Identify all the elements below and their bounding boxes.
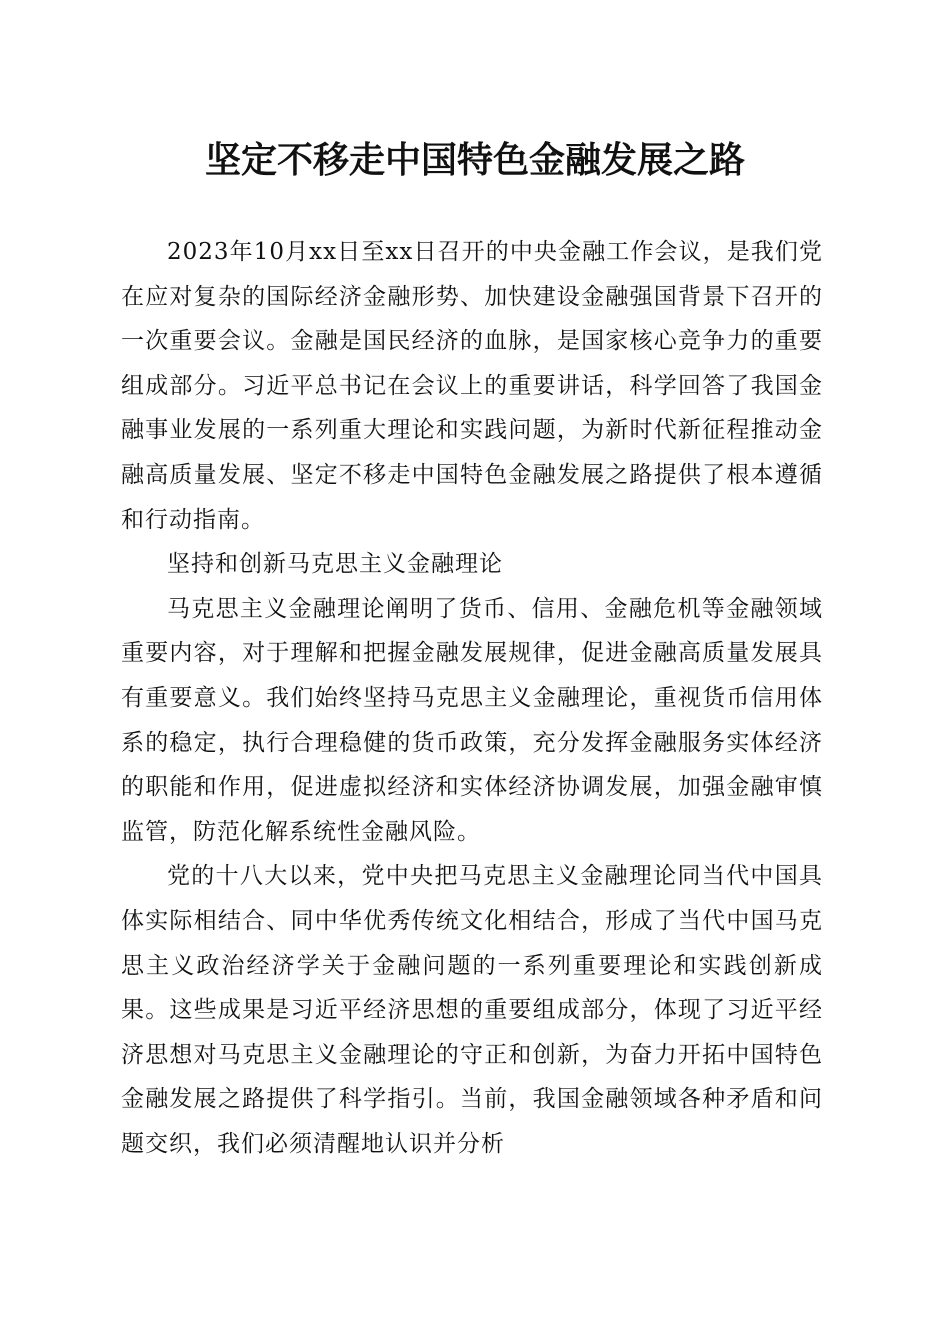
document-title: 坚定不移走中国特色金融发展之路: [204, 139, 745, 181]
document-body: [121, 230, 823, 1166]
paragraph-marxist-theory: 马克思主义金融理论阐明了货币、信用、金融危机等金融领域重要内容，对于理解和把握金融发展规律，促进金融高质量发展具有重要意义。我们始终坚持马克思主义金融理论，重视货币信用体系的稳定，执行合理稳健的货币政策，充分发挥金融服务实体经济的职能和作用，促进虚拟经济和实体经济协调发展，加强金融审慎监管，防范化解系统性金融风险。: [121, 595, 823, 845]
paragraph-intro: 2023年10月xx日至xx日召开的中央金融工作会议，是我们党在应对复杂的国际经济金融形势、加快建设金融强国背景下召开的一次重要会议。金融是国民经济的血脉，是国家核心竞争力的重要组成部分。习近平总书记在会议上的重要讲话，科学回答了我国金融事业发展的一系列重大理论和实践问题，为新时代新征程推动金融高质量发展、坚定不移走中国特色金融发展之路提供了根本遵循和行动指南。: [121, 239, 823, 533]
section-heading: 坚持和创新马克思主义金融理论: [167, 551, 503, 578]
paragraph-since-18th-congress: 党的十八大以来，党中央把马克思主义金融理论同当代中国具体实际相结合、同中华优秀传统文化相结合，形成了当代中国马克思主义政治经济学关于金融问题的一系列重要理论和实践创新成果。这些成果是习近平经济思想的重要组成部分，体现了习近平经济思想对马克思主义金融理论的守正和创新，为奋力开拓中国特色金融发展之路提供了科学指引。当前，我国金融领域各种矛盾和问题交织，我们必须清醒地认识并分析: [121, 863, 823, 1157]
